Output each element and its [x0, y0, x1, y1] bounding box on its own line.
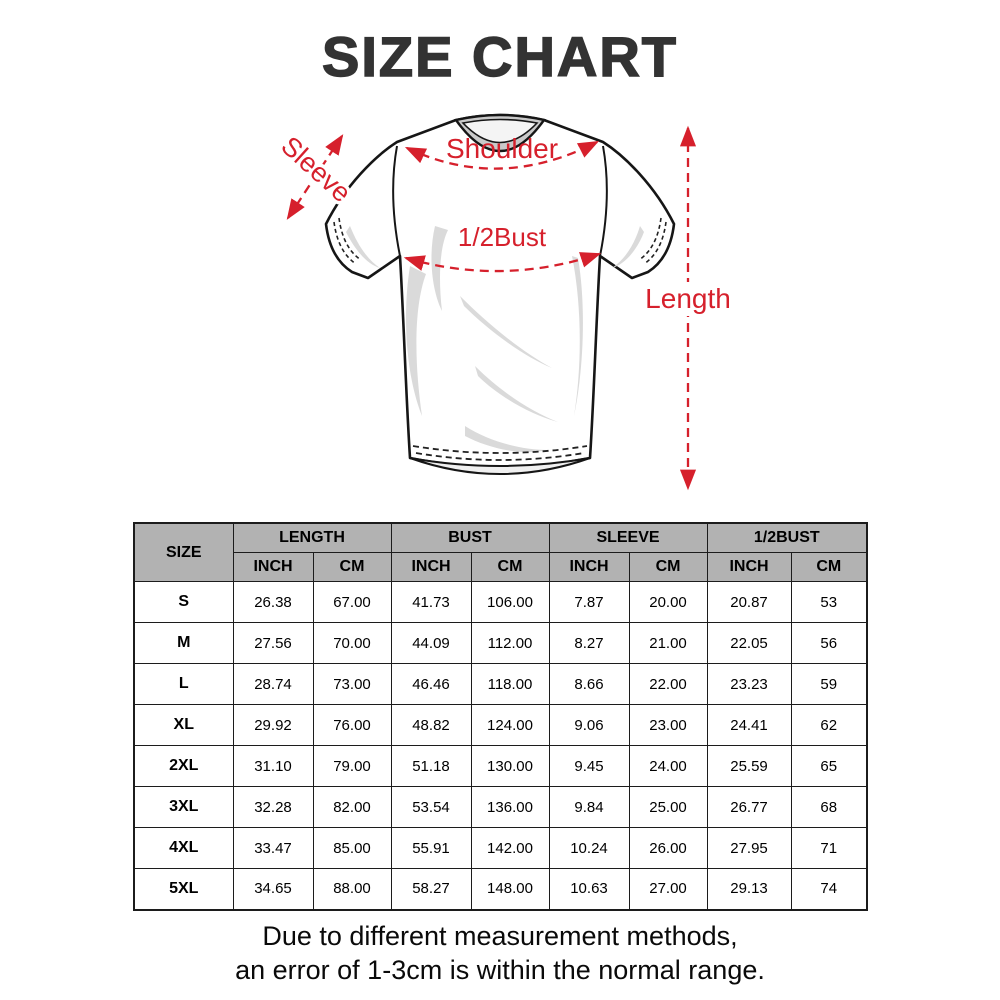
measurement-cell: 26.00 — [629, 828, 707, 869]
col-group-length: LENGTH — [233, 523, 391, 553]
measurement-cell: 20.00 — [629, 582, 707, 623]
measurement-cell: 34.65 — [233, 869, 313, 910]
measurement-cell: 53.54 — [391, 787, 471, 828]
measurement-cell: 62 — [791, 705, 867, 746]
disclaimer-line-1: Due to different measurement methods, — [262, 921, 738, 951]
measurement-cell: 56 — [791, 623, 867, 664]
measurement-cell: 70.00 — [313, 623, 391, 664]
size-label: L — [134, 664, 233, 705]
measurement-cell: 7.87 — [549, 582, 629, 623]
unit-header-row — [134, 553, 867, 582]
half-bust-label: 1/2Bust — [457, 222, 547, 252]
measurement-cell: 58.27 — [391, 869, 471, 910]
size-chart-table — [133, 522, 868, 911]
measurement-cell: 51.18 — [391, 746, 471, 787]
table-row — [134, 787, 867, 828]
tshirt-measurement-diagram — [260, 106, 740, 510]
measurement-cell: 23.23 — [707, 664, 791, 705]
measurement-cell: 21.00 — [629, 623, 707, 664]
measurement-cell: 27.95 — [707, 828, 791, 869]
measurement-cell: 106.00 — [471, 582, 549, 623]
size-label: 3XL — [134, 787, 233, 828]
measurement-cell: 24.00 — [629, 746, 707, 787]
unit-header: CM — [791, 553, 867, 582]
col-group-halfbust: 1/2BUST — [707, 523, 867, 553]
measurement-cell: 74 — [791, 869, 867, 910]
measurement-cell: 118.00 — [471, 664, 549, 705]
measurement-cell: 22.05 — [707, 623, 791, 664]
col-header-size: SIZE — [134, 523, 233, 582]
table-row — [134, 664, 867, 705]
measurement-cell: 112.00 — [471, 623, 549, 664]
measurement-cell: 142.00 — [471, 828, 549, 869]
size-label: 5XL — [134, 869, 233, 910]
measurement-cell: 65 — [791, 746, 867, 787]
length-label: Length — [645, 283, 731, 314]
measurement-cell: 8.27 — [549, 623, 629, 664]
unit-header: INCH — [707, 553, 791, 582]
sleeve-label: Sleeve — [275, 130, 357, 209]
size-label: 2XL — [134, 746, 233, 787]
measurement-cell: 31.10 — [233, 746, 313, 787]
measurement-cell: 10.24 — [549, 828, 629, 869]
page-title: SIZE CHART — [322, 25, 678, 88]
size-label: XL — [134, 705, 233, 746]
measurement-cell: 9.84 — [549, 787, 629, 828]
measurement-cell: 20.87 — [707, 582, 791, 623]
table-row — [134, 869, 867, 910]
unit-header: CM — [471, 553, 549, 582]
measurement-cell: 88.00 — [313, 869, 391, 910]
measurement-cell: 9.06 — [549, 705, 629, 746]
measurement-cell: 124.00 — [471, 705, 549, 746]
measurement-cell: 71 — [791, 828, 867, 869]
measurement-cell: 33.47 — [233, 828, 313, 869]
measurement-cell: 24.41 — [707, 705, 791, 746]
table-row — [134, 746, 867, 787]
col-group-bust: BUST — [391, 523, 549, 553]
unit-header: CM — [313, 553, 391, 582]
measurement-cell: 32.28 — [233, 787, 313, 828]
measurement-cell: 44.09 — [391, 623, 471, 664]
measurement-cell: 82.00 — [313, 787, 391, 828]
measurement-cell: 130.00 — [471, 746, 549, 787]
measurement-cell: 10.63 — [549, 869, 629, 910]
measurement-cell: 76.00 — [313, 705, 391, 746]
unit-header: INCH — [391, 553, 471, 582]
measurement-cell: 26.77 — [707, 787, 791, 828]
unit-header: INCH — [233, 553, 313, 582]
measurement-cell: 85.00 — [313, 828, 391, 869]
measurement-cell: 53 — [791, 582, 867, 623]
measurement-cell: 46.46 — [391, 664, 471, 705]
table-row — [134, 828, 867, 869]
measurement-cell: 29.92 — [233, 705, 313, 746]
measurement-cell: 27.00 — [629, 869, 707, 910]
group-header-row — [134, 523, 867, 553]
measurement-cell: 22.00 — [629, 664, 707, 705]
measurement-cell: 68 — [791, 787, 867, 828]
disclaimer-line-2: an error of 1-3cm is within the normal range. — [235, 954, 765, 985]
unit-header: INCH — [549, 553, 629, 582]
size-label: M — [134, 623, 233, 664]
measurement-cell: 41.73 — [391, 582, 471, 623]
measurement-disclaimer — [0, 920, 1000, 988]
measurement-cell: 79.00 — [313, 746, 391, 787]
measurement-cell: 59 — [791, 664, 867, 705]
measurement-cell: 136.00 — [471, 787, 549, 828]
measurement-cell: 28.74 — [233, 664, 313, 705]
measurement-cell: 26.38 — [233, 582, 313, 623]
size-label: 4XL — [134, 828, 233, 869]
measurement-cell: 67.00 — [313, 582, 391, 623]
measurement-cell: 73.00 — [313, 664, 391, 705]
shoulder-label: Shoulder — [445, 133, 559, 164]
unit-header: CM — [629, 553, 707, 582]
measurement-cell: 29.13 — [707, 869, 791, 910]
col-group-sleeve: SLEEVE — [549, 523, 707, 553]
measurement-cell: 23.00 — [629, 705, 707, 746]
table-row — [134, 705, 867, 746]
measurement-cell: 25.00 — [629, 787, 707, 828]
measurement-cell: 9.45 — [549, 746, 629, 787]
table-row — [134, 623, 867, 664]
measurement-cell: 55.91 — [391, 828, 471, 869]
measurement-cell: 48.82 — [391, 705, 471, 746]
size-table-body — [134, 582, 867, 910]
size-label: S — [134, 582, 233, 623]
measurement-cell: 25.59 — [707, 746, 791, 787]
measurement-cell: 148.00 — [471, 869, 549, 910]
measurement-cell: 8.66 — [549, 664, 629, 705]
measurement-cell: 27.56 — [233, 623, 313, 664]
table-row — [134, 582, 867, 623]
